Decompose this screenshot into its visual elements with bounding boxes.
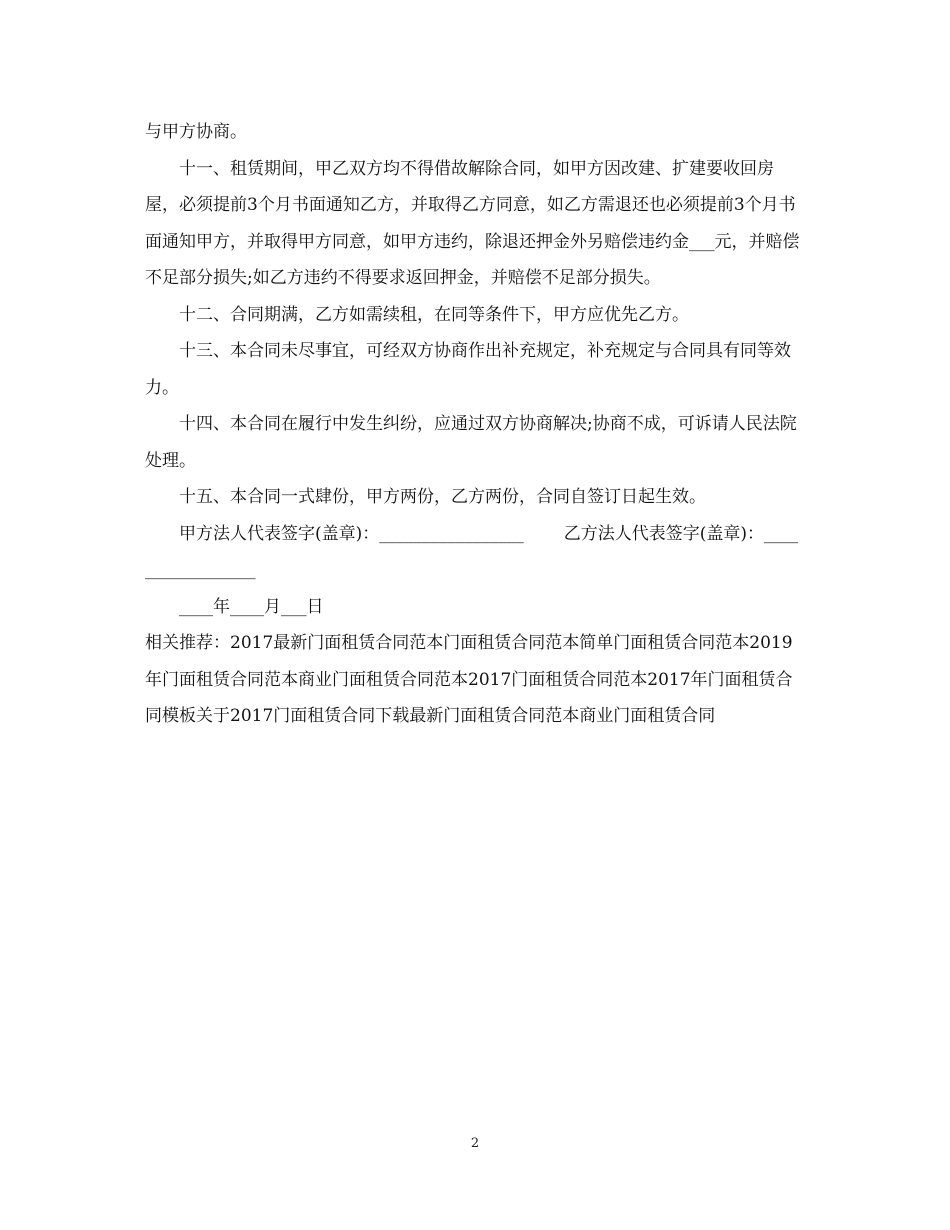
party-a-signature: 甲方法人代表签字(盖章)：_________________ <box>179 523 524 544</box>
signature-line <box>145 516 805 589</box>
related-recommendations: 相关推荐：2017最新门面租赁合同范本门面租赁合同范本简单门面租赁合同范本2019年门面租赁合同范本商业门面租赁合同范本2017门面租赁合同范本2017年门面租赁合同模板关于2017门面租赁合同下载最新门面租赁合同范本商业门面租赁合同 <box>145 633 793 726</box>
paragraph-clause-14: 十四、本合同在履行中发生纠纷，应通过双方协商解决;协商不成，可诉请人民法院处理。 <box>145 414 797 471</box>
paragraph-clause-11: 十一、租赁期间，甲乙双方均不得借故解除合同，如甲方因改建、扩建要收回房屋，必须提前3个月书面通知乙方，并取得乙方同意，如乙方需退还也必须提前3个月书面通知甲方，并取得甲方同意，如甲方违约，除退还押金外另赔偿违约金___元，并赔偿不足部分损失;如乙方违约不得要求返回押金，并赔偿不足部分损失。 <box>145 158 800 288</box>
paragraph-clause-13: 十三、本合同未尽事宜，可经双方协商作出补充规定，补充规定与合同具有同等效力。 <box>145 341 791 398</box>
paragraph-continuation: 与甲方协商。 <box>145 122 247 142</box>
paragraph-clause-15: 十五、本合同一式肆份，甲方两份，乙方两份，合同自签订日起生效。 <box>179 487 706 507</box>
paragraph-clause-12: 十二、合同期满，乙方如需续租，在同等条件下，甲方应优先乙方。 <box>179 304 689 325</box>
date-line: ____年____月___日 <box>179 596 324 617</box>
page-number: 2 <box>470 1136 480 1151</box>
party-b-signature: 乙方法人代表签字(盖章)：_________________ <box>145 523 799 580</box>
document-body <box>145 114 805 735</box>
